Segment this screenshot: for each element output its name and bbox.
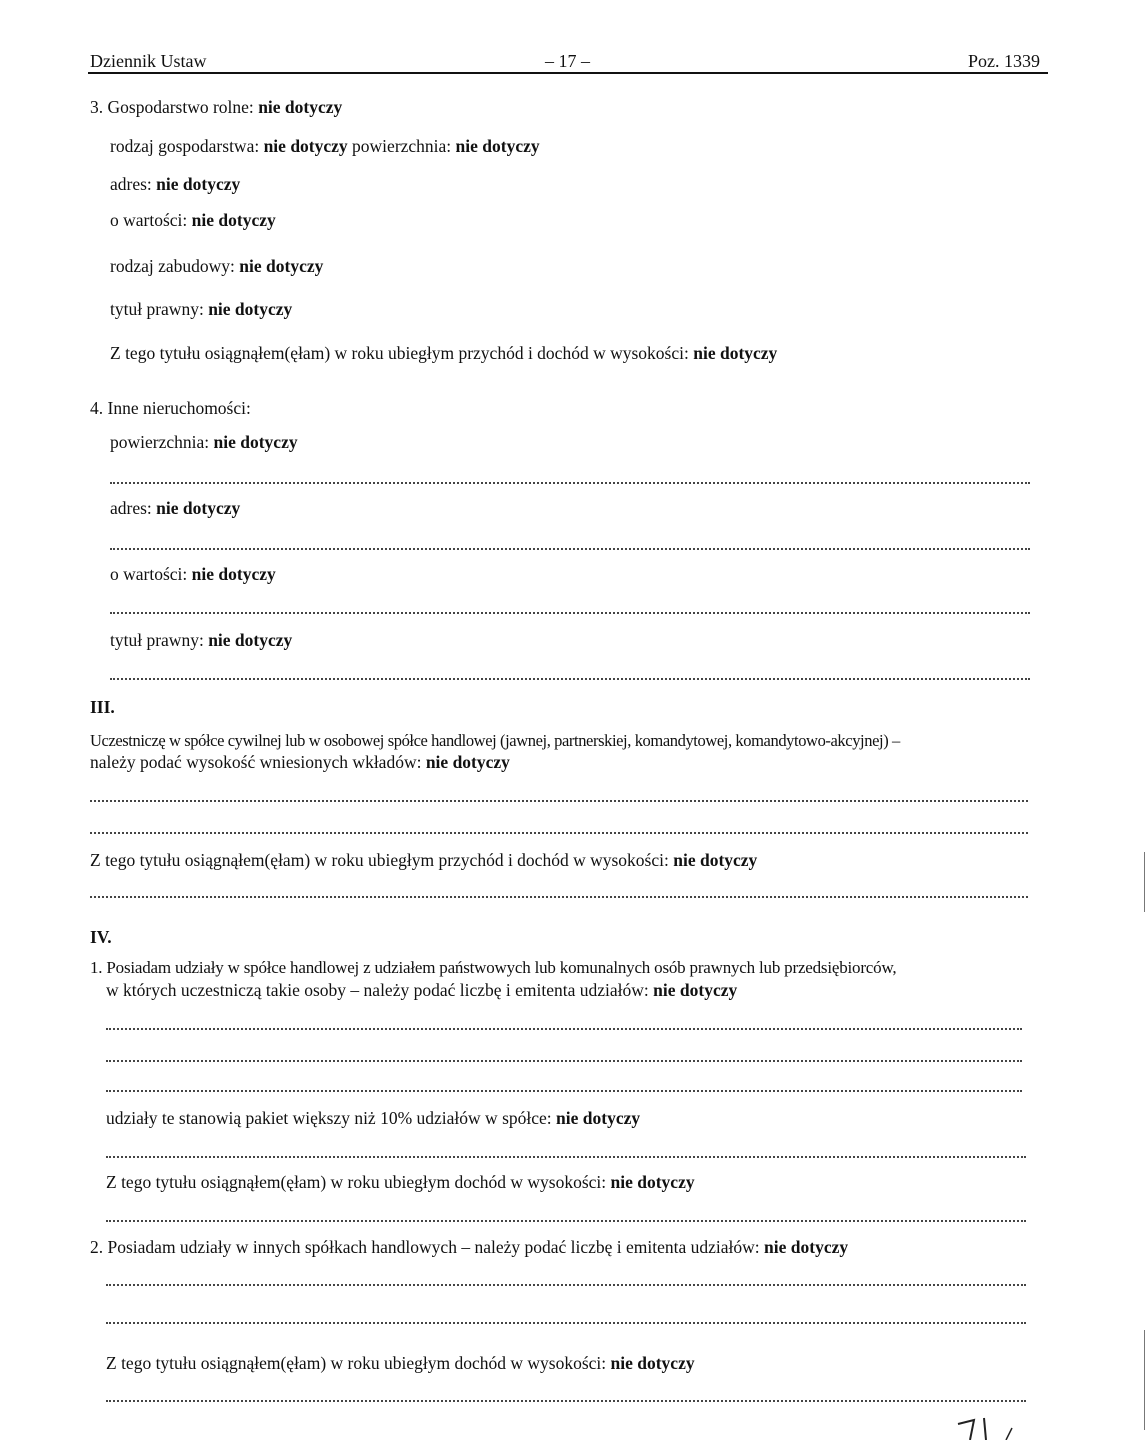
dotted-fill-line xyxy=(90,896,1028,898)
dotted-fill-line xyxy=(106,1400,1026,1402)
s3-wartosc-value: nie dotyczy xyxy=(191,210,276,230)
IV-p1-line1: 1. Posiadam udziały w spółce handlowej z udziałem państwowych lub komunalnych osób prawnych lub przedsiębiorców, xyxy=(90,958,897,977)
dotted-fill-line xyxy=(110,612,1030,614)
s3-powierzchnia-value: nie dotyczy xyxy=(455,136,540,156)
s4-adres-label: adres: xyxy=(110,498,152,518)
IV-dochod2-value: nie dotyczy xyxy=(610,1353,695,1373)
scan-edge-mark xyxy=(1144,852,1145,912)
scan-edge-mark xyxy=(1144,1330,1145,1430)
s4-adres-line xyxy=(110,498,240,519)
IV-pakiet-label: udziały te stanowią pakiet większy niż 10% udziałów w spółce: xyxy=(106,1108,552,1128)
s3-title-line xyxy=(90,97,342,118)
s4-powierzchnia-label: powierzchnia: xyxy=(110,432,210,452)
IV-p1-line2-label: w których uczestniczą takie osoby – należy podać liczbę i emitenta udziałów: xyxy=(106,980,649,1000)
s3-zabudowa-label: rodzaj zabudowy: xyxy=(110,256,235,276)
IV-dochod2-label: Z tego tytułu osiągnąłem(ęłam) w roku ubiegłym dochód w wysokości: xyxy=(106,1353,607,1373)
s4-powierzchnia-value: nie dotyczy xyxy=(213,432,298,452)
dotted-fill-line xyxy=(106,1090,1022,1092)
s3-tytul-line xyxy=(110,299,292,320)
s4-tytul-value: nie dotyczy xyxy=(208,630,293,650)
III-line2 xyxy=(90,752,510,773)
III-dochod-label: Z tego tytułu osiągnąłem(ęłam) w roku ubiegłym przychód i dochód w wysokości: xyxy=(90,850,669,870)
IV-p1-line2 xyxy=(106,980,737,1001)
IV-dochod2-line xyxy=(106,1353,695,1374)
journal-title: Dziennik Ustaw xyxy=(90,51,207,71)
s4-wartosc-line xyxy=(110,564,276,585)
dotted-fill-line xyxy=(106,1028,1022,1030)
header-rule xyxy=(88,72,1048,74)
section-III-heading: III. xyxy=(90,697,115,717)
IV-dochod1-label: Z tego tytułu osiągnąłem(ęłam) w roku ubiegłym dochód w wysokości: xyxy=(106,1172,607,1192)
s3-rodzaj-label: rodzaj gospodarstwa: xyxy=(110,136,260,156)
III-line2-value: nie dotyczy xyxy=(425,752,510,772)
IV-p1-line2-value: nie dotyczy xyxy=(653,980,738,1000)
III-dochod-line xyxy=(90,850,757,871)
dotted-fill-line xyxy=(106,1220,1026,1222)
IV-dochod1-value: nie dotyczy xyxy=(610,1172,695,1192)
III-line1: Uczestniczę w spółce cywilnej lub w osobowej spółce handlowej (jawnej, partnerskiej, komandytowej, komandytowo-akcyjnej) – xyxy=(90,731,900,750)
s3-adres-line xyxy=(110,174,240,195)
s3-powierzchnia-label: powierzchnia: xyxy=(352,136,452,156)
IV-dochod1-line xyxy=(106,1172,695,1193)
III-dochod-value: nie dotyczy xyxy=(673,850,758,870)
dotted-fill-line xyxy=(90,800,1028,802)
s3-wartosc-label: o wartości: xyxy=(110,210,188,230)
s3-tytul-value: nie dotyczy xyxy=(208,299,293,319)
s3-rodzaj-line xyxy=(110,136,540,157)
s4-title: 4. Inne nieruchomości: xyxy=(90,398,251,418)
dotted-fill-line xyxy=(110,678,1030,680)
s3-wartosc-line xyxy=(110,210,276,231)
s3-dochod-value: nie dotyczy xyxy=(693,343,778,363)
section-IV-heading: IV. xyxy=(90,927,112,947)
s4-wartosc-value: nie dotyczy xyxy=(191,564,276,584)
page-number: – 17 – xyxy=(545,51,590,71)
IV-p2-line xyxy=(90,1237,848,1258)
s3-tytul-label: tytuł prawny: xyxy=(110,299,204,319)
III-line2-label: należy podać wysokość wniesionych wkładów: xyxy=(90,752,422,772)
s3-dochod-label: Z tego tytułu osiągnąłem(ęłam) w roku ubiegłym przychód i dochód w wysokości: xyxy=(110,343,689,363)
s3-dochod-line xyxy=(110,343,777,364)
s3-adres-label: adres: xyxy=(110,174,152,194)
s4-tytul-line xyxy=(110,630,292,651)
dotted-fill-line xyxy=(106,1284,1026,1286)
s3-adres-value: nie dotyczy xyxy=(156,174,241,194)
s3-title-value: nie dotyczy xyxy=(258,97,343,117)
dotted-fill-line xyxy=(90,832,1028,834)
dotted-fill-line xyxy=(106,1322,1026,1324)
IV-pakiet-line xyxy=(106,1108,640,1129)
s3-zabudowa-line xyxy=(110,256,323,277)
dotted-fill-line xyxy=(110,482,1030,484)
s3-rodzaj-value: nie dotyczy xyxy=(263,136,348,156)
s3-title: 3. Gospodarstwo rolne: xyxy=(90,97,254,117)
handwritten-initials xyxy=(950,1410,1020,1440)
IV-pakiet-value: nie dotyczy xyxy=(556,1108,641,1128)
position-number: Poz. 1339 xyxy=(968,51,1040,71)
s3-zabudowa-value: nie dotyczy xyxy=(239,256,324,276)
s4-wartosc-label: o wartości: xyxy=(110,564,188,584)
s4-adres-value: nie dotyczy xyxy=(156,498,241,518)
IV-p2-value: nie dotyczy xyxy=(764,1237,849,1257)
dotted-fill-line xyxy=(110,548,1030,550)
s4-powierzchnia-line xyxy=(110,432,298,453)
s4-tytul-label: tytuł prawny: xyxy=(110,630,204,650)
dotted-fill-line xyxy=(106,1156,1026,1158)
dotted-fill-line xyxy=(106,1060,1022,1062)
IV-p2-label: 2. Posiadam udziały w innych spółkach handlowych – należy podać liczbę i emitenta udziałów: xyxy=(90,1237,760,1257)
